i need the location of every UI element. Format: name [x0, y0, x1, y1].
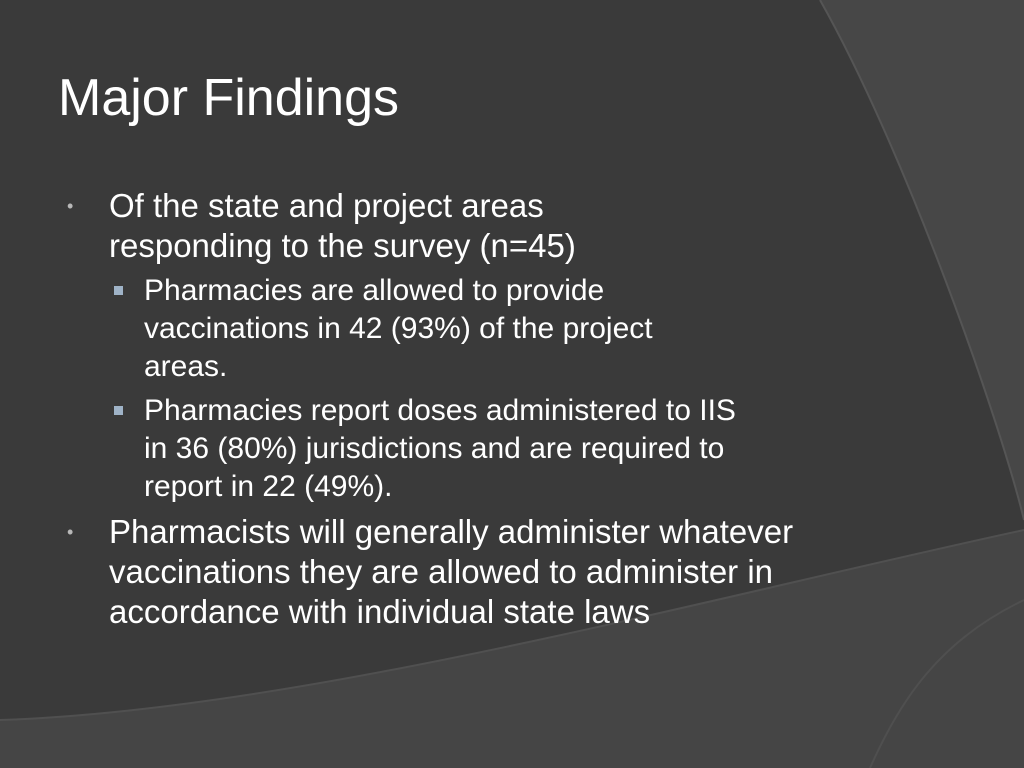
- sub-bullet-line: in 36 (80%) jurisdictions and are required to: [144, 432, 725, 465]
- slide-content: [64, 186, 894, 632]
- sub-bullet-line: areas.: [144, 350, 228, 383]
- sub-bullet-item-1: [64, 272, 894, 386]
- bullet-line: Pharmacists will generally administer whatever: [109, 513, 794, 550]
- sub-bullet-line: Pharmacies are allowed to provide: [144, 274, 605, 307]
- sub-bullet-line: report in 22 (49%).: [144, 470, 393, 503]
- bullet-line: Of the state and project areas: [109, 187, 544, 224]
- slide-title: Major Findings: [58, 69, 400, 127]
- bullet-line: accordance with individual state laws: [109, 593, 651, 630]
- bullet-item-2: [64, 512, 894, 632]
- bullet-item-1: [64, 186, 894, 266]
- bullet-square-icon: [114, 406, 123, 415]
- bullet-square-icon: [114, 286, 123, 295]
- bullet-dot-icon: •: [67, 522, 74, 542]
- bullet-line: responding to the survey (n=45): [109, 227, 576, 264]
- bullet-line: vaccinations they are allowed to administer in: [109, 553, 774, 590]
- sub-bullet-item-2: [64, 392, 894, 506]
- sub-bullet-line: Pharmacies report doses administered to IIS: [144, 394, 736, 427]
- sub-bullet-line: vaccinations in 42 (93%) of the project: [144, 312, 653, 345]
- bullet-dot-icon: •: [67, 196, 74, 216]
